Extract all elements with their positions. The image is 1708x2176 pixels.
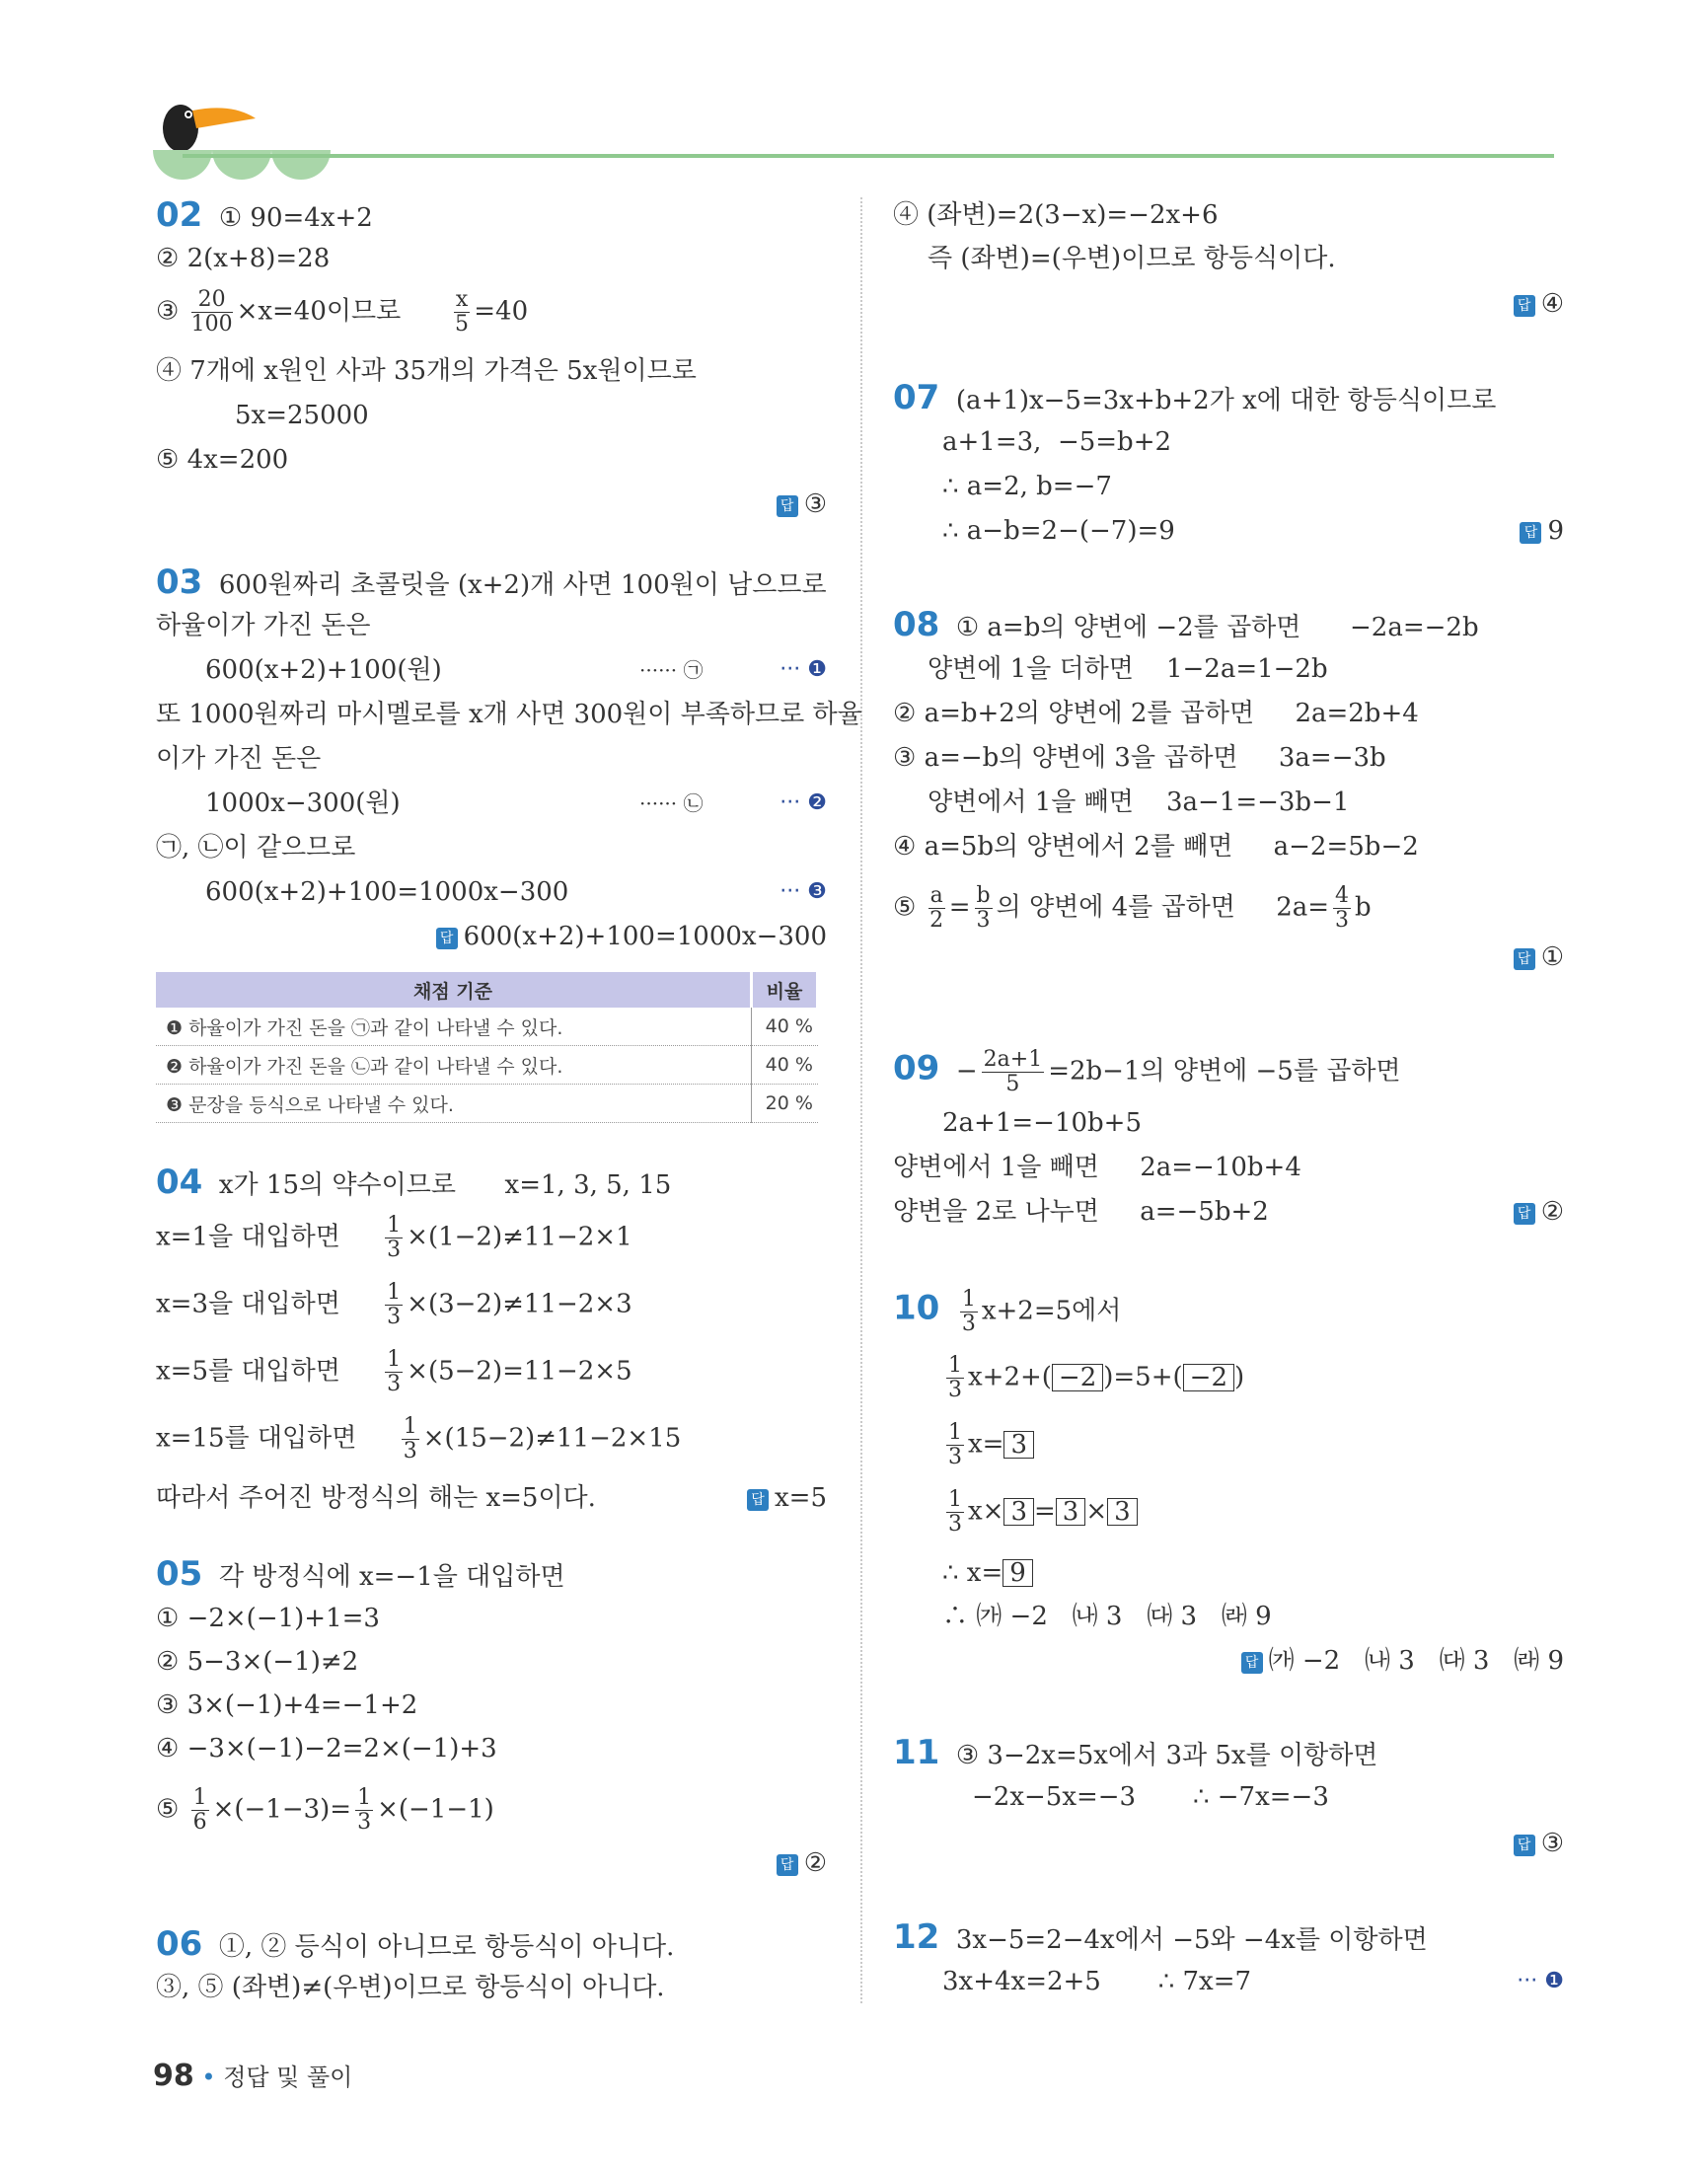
answer-text: ③ xyxy=(803,489,827,519)
problem-number: 04 xyxy=(156,1163,203,1202)
problem-03-line xyxy=(156,564,827,603)
text: 의 양변에 4를 곱하면 xyxy=(996,892,1235,923)
problem-04-line xyxy=(156,1164,671,1203)
footer-title: 정답 및 풀이 xyxy=(223,2063,353,2091)
problem-03-line: ㉠, ㉡이 같으므로 xyxy=(156,833,356,863)
fraction xyxy=(191,288,233,337)
answer-04 xyxy=(747,1480,827,1516)
problem-12-line xyxy=(893,1919,1428,1958)
answer-text: ① xyxy=(1540,942,1564,972)
answer-text: ③ xyxy=(1540,1829,1564,1858)
problem-05-line xyxy=(156,1556,565,1595)
text: 3a=−3b xyxy=(1278,743,1386,773)
numerator: 1 xyxy=(387,1213,402,1238)
footer-separator: • xyxy=(201,2063,216,2091)
problem-09-line xyxy=(893,1194,1269,1230)
fraction xyxy=(191,1786,209,1835)
text: b xyxy=(1355,892,1372,923)
denominator: 100 xyxy=(190,312,233,337)
text: 양변에서 1을 빼면 xyxy=(928,788,1134,817)
text: ①, ② 등식이 아니므로 항등식이 아니다. xyxy=(218,1932,675,1962)
problem-09-line xyxy=(893,1048,1401,1096)
text: x+2=5에서 xyxy=(981,1296,1122,1326)
fraction xyxy=(1333,884,1351,933)
fraction xyxy=(355,1786,373,1835)
problem-04-line xyxy=(156,1214,632,1262)
problem-06-line: ③, ⑤ (좌변)≠(우변)이므로 항등식이 아니다. xyxy=(156,1973,665,2002)
problem-12-line: 3x+4x=2+5 ∴ 7x=7 xyxy=(942,1967,1252,1996)
numerator: 20 xyxy=(191,288,233,313)
problem-08-line xyxy=(928,785,1349,820)
numerator: 1 xyxy=(387,1280,402,1305)
problem-number: 02 xyxy=(156,195,203,235)
answer-mark: 답 xyxy=(747,1489,769,1511)
text: ② a=b+2의 양변에 2를 곱하면 xyxy=(893,699,1255,728)
problem-10-line xyxy=(942,1488,1138,1537)
grading-table xyxy=(156,972,819,1123)
numerator: 1 xyxy=(403,1414,417,1439)
answer-10 xyxy=(1241,1643,1564,1679)
problem-05-line: ④ −3×(−1)−2=2×(−1)+3 xyxy=(156,1734,497,1763)
answer-mark: 답 xyxy=(1514,1203,1535,1225)
answer-text: 9 xyxy=(1547,516,1564,546)
problem-07-line: ∴ a=2, b=−7 xyxy=(942,472,1112,501)
answer-mark: 답 xyxy=(1514,295,1535,317)
denominator: 3 xyxy=(387,1372,402,1396)
problem-06-line: 즉 (좌변)=(우변)이므로 항등식이다. xyxy=(928,244,1336,273)
answer-text: ② xyxy=(1540,1197,1564,1227)
text: 1−2a=1−2b xyxy=(1165,654,1328,684)
answer-text: 600(x+2)+100=1000x−300 xyxy=(463,922,827,951)
numerator: 4 xyxy=(1335,883,1350,908)
denominator: 6 xyxy=(192,1810,207,1835)
answer-text: ② xyxy=(803,1848,827,1878)
text: = xyxy=(1034,1496,1056,1527)
text: =40 xyxy=(474,296,529,327)
denominator: 3 xyxy=(387,1238,402,1262)
problem-09-line xyxy=(893,1150,1301,1185)
text: 2a=−10b+4 xyxy=(1140,1153,1301,1182)
text: ×(3−2)≠11−2×3 xyxy=(407,1289,632,1319)
problem-10-line xyxy=(942,1421,1034,1469)
text: ⑤ xyxy=(893,892,917,923)
marker: ······ ㉠ xyxy=(639,658,704,682)
answer-03 xyxy=(436,919,827,954)
problem-08-line xyxy=(928,651,1328,687)
text: 각 방정식에 x=−1을 대입하면 xyxy=(218,1562,565,1592)
answer-mark: 답 xyxy=(777,1854,798,1876)
problem-06-line xyxy=(156,1926,674,1965)
numerator: 1 xyxy=(961,1287,976,1312)
text: 2a= xyxy=(1276,892,1330,923)
page-number: 98 xyxy=(153,2059,194,2093)
problem-08-line xyxy=(893,696,1419,731)
marker: ······ ㉡ xyxy=(639,791,704,815)
text: a=−5b+2 xyxy=(1140,1197,1269,1227)
fraction xyxy=(946,1421,964,1469)
numerator: 2a+1 xyxy=(983,1047,1043,1072)
problem-06-line: ④ (좌변)=2(3−x)=−2x+6 xyxy=(893,200,1219,230)
text: ×(−1−3)= xyxy=(212,1794,352,1825)
step-marker: ··· ❷ xyxy=(780,790,827,815)
text: ③ xyxy=(156,296,180,327)
text: ×(15−2)≠11−2×15 xyxy=(422,1423,682,1454)
problem-04-line xyxy=(156,1415,681,1463)
text: x× xyxy=(968,1496,1004,1527)
problem-number: 09 xyxy=(893,1048,940,1088)
text: = xyxy=(948,892,971,923)
text: x=5를 대입하면 xyxy=(156,1356,340,1387)
answer-mark: 답 xyxy=(1520,522,1541,544)
denominator: 3 xyxy=(948,1445,962,1469)
problem-08-line xyxy=(893,829,1419,864)
fraction xyxy=(946,1488,964,1537)
column-divider xyxy=(860,197,862,2003)
denominator: 3 xyxy=(1335,908,1350,933)
answer-mark: 답 xyxy=(436,928,458,949)
numerator: 1 xyxy=(387,1347,402,1372)
fraction xyxy=(402,1415,419,1463)
problem-number: 08 xyxy=(893,605,940,644)
problem-03-line: 하율이가 가진 돈은 xyxy=(156,611,371,640)
fraction xyxy=(385,1281,403,1329)
denominator: 3 xyxy=(403,1439,417,1463)
problem-07-line xyxy=(893,380,1496,418)
answer-09 xyxy=(1514,1194,1564,1230)
problem-11-line: −2x−5x=−3 ∴ −7x=−3 xyxy=(972,1782,1329,1812)
problem-number: 07 xyxy=(893,378,940,417)
numerator: 1 xyxy=(948,1420,962,1445)
problem-07-line: ∴ a−b=2−(−7)=9 xyxy=(942,516,1175,546)
text: ③ 3−2x=5x에서 3과 5x를 이항하면 xyxy=(955,1741,1378,1770)
step-marker: ··· ❶ xyxy=(1517,1969,1564,1993)
denominator: 5 xyxy=(1005,1072,1020,1096)
fraction xyxy=(975,884,993,933)
problem-08-line xyxy=(893,884,1372,933)
text: ×(1−2)≠11−2×1 xyxy=(407,1222,632,1252)
problem-03-line: 600(x+2)+100=1000x−300 xyxy=(205,877,569,907)
denominator: 3 xyxy=(357,1810,372,1835)
blank-box: 3 xyxy=(1003,1498,1034,1526)
answer-mark: 답 xyxy=(1514,1835,1535,1856)
text: 3x−5=2−4x에서 −5와 −4x를 이항하면 xyxy=(955,1925,1428,1955)
denominator: 3 xyxy=(948,1512,962,1537)
fraction xyxy=(946,1354,964,1402)
answer-text: ④ xyxy=(1540,289,1564,319)
text: )=5+( xyxy=(1103,1362,1183,1392)
grading-header-criteria: 채점 기준 xyxy=(156,972,752,1008)
text: 2a=2b+4 xyxy=(1295,699,1419,728)
problem-02-line: 5x=25000 xyxy=(235,401,369,430)
table-row xyxy=(156,1085,818,1123)
answer-06 xyxy=(1514,286,1564,322)
problem-11-line xyxy=(893,1735,1377,1773)
text: x+2+( xyxy=(968,1362,1052,1392)
text: ×(5−2)=11−2×5 xyxy=(407,1356,632,1387)
text: x가 15의 약수이므로 xyxy=(218,1170,456,1200)
text: 양변을 2로 나누면 xyxy=(893,1197,1099,1227)
text: −2a=−2b xyxy=(1350,613,1479,642)
grading-criterion: ❶ 하율이가 가진 돈을 ㉠과 같이 나타낼 수 있다. xyxy=(156,1008,752,1046)
text: ×x=40이므로 xyxy=(236,296,402,327)
problem-08-line xyxy=(893,740,1386,776)
text: x=1, 3, 5, 15 xyxy=(504,1170,672,1200)
grading-ratio: 20 % xyxy=(752,1085,818,1123)
text: (a+1)x−5=3x+b+2가 x에 대한 항등식이므로 xyxy=(955,386,1497,415)
text: − xyxy=(955,1056,978,1087)
denominator: 3 xyxy=(948,1378,962,1402)
grading-criterion: ❷ 하율이가 가진 돈을 ㉡과 같이 나타낼 수 있다. xyxy=(156,1046,752,1085)
blank-box: 3 xyxy=(1107,1498,1138,1526)
problem-number: 05 xyxy=(156,1554,203,1594)
text: ④ a=5b의 양변에서 2를 빼면 xyxy=(893,832,1233,862)
problem-04-line xyxy=(156,1348,632,1396)
problem-03-line: 1000x−300(원) xyxy=(205,788,401,818)
problem-number: 03 xyxy=(156,563,203,602)
denominator: 5 xyxy=(455,312,470,337)
answer-mark: 답 xyxy=(777,495,798,517)
numerator: 1 xyxy=(357,1785,372,1810)
problem-05-line: ② 5−3×(−1)≠2 xyxy=(156,1647,359,1677)
fraction xyxy=(928,884,945,933)
numerator: x xyxy=(455,287,469,312)
problem-02-line xyxy=(156,288,528,337)
blank-box: −2 xyxy=(1052,1364,1103,1391)
text: 600원짜리 초콜릿을 (x+2)개 사면 100원이 남으므로 xyxy=(218,570,827,600)
problem-number: 06 xyxy=(156,1924,203,1964)
fraction xyxy=(960,1288,978,1336)
grading-ratio: 40 % xyxy=(752,1046,818,1085)
text: 양변에서 1을 빼면 xyxy=(893,1153,1099,1182)
problem-03-line: 600(x+2)+100(원) xyxy=(205,655,442,685)
answer-mark: 답 xyxy=(1241,1652,1263,1674)
denominator: 2 xyxy=(929,908,944,933)
numerator: b xyxy=(976,883,991,908)
numerator: 1 xyxy=(948,1353,962,1378)
fraction xyxy=(454,288,470,337)
problem-07-line: a+1=3, −5=b+2 xyxy=(942,427,1172,457)
problem-02-line: ② 2(x+8)=28 xyxy=(156,244,331,273)
problem-10-line xyxy=(893,1288,1121,1336)
text: 양변에 1을 더하면 xyxy=(928,654,1134,684)
step-marker: ··· ❶ xyxy=(780,657,827,682)
table-row xyxy=(156,1008,818,1046)
answer-mark: 답 xyxy=(1514,948,1535,970)
problem-08-line xyxy=(893,607,1479,645)
answer-05 xyxy=(777,1845,827,1881)
text: ×(−1−1) xyxy=(377,1794,494,1825)
numerator: 1 xyxy=(192,1785,207,1810)
page-footer xyxy=(153,2058,352,2093)
fraction xyxy=(385,1214,403,1262)
problem-10-line xyxy=(942,1555,1033,1591)
text: x= xyxy=(968,1429,1004,1460)
blank-box: −2 xyxy=(1183,1364,1234,1391)
text: ① a=b의 양변에 −2를 곱하면 xyxy=(955,613,1301,642)
problem-number: 12 xyxy=(893,1917,940,1957)
text: =2b−1의 양변에 −5를 곱하면 xyxy=(1048,1056,1401,1087)
denominator: 3 xyxy=(387,1305,402,1329)
problem-number: 10 xyxy=(893,1288,940,1328)
text: × xyxy=(1085,1496,1108,1527)
page-header xyxy=(153,89,1554,178)
grading-header-ratio: 비율 xyxy=(752,972,818,1008)
numerator: a xyxy=(929,883,943,908)
text: a−2=5b−2 xyxy=(1273,832,1419,862)
numerator: 1 xyxy=(948,1487,962,1512)
denominator: 3 xyxy=(961,1312,976,1336)
text: x=3을 대입하면 xyxy=(156,1289,340,1319)
fraction xyxy=(982,1048,1045,1096)
problem-04-line: 따라서 주어진 방정식의 해는 x=5이다. xyxy=(156,1483,596,1513)
problem-03-line: 이가 가진 돈은 xyxy=(156,744,322,774)
fraction xyxy=(385,1348,403,1396)
text: x=1을 대입하면 xyxy=(156,1222,340,1252)
blank-box: 3 xyxy=(1056,1498,1086,1526)
text: 3a−1=−3b−1 xyxy=(1165,788,1350,817)
problem-05-line: ① −2×(−1)+1=3 xyxy=(156,1604,380,1633)
answer-07 xyxy=(1520,513,1564,549)
text: ⑤ xyxy=(156,1794,180,1825)
answer-11 xyxy=(1514,1826,1564,1861)
text: x=15를 대입하면 xyxy=(156,1423,357,1454)
text: ① 90=4x+2 xyxy=(218,203,373,233)
answer-text: ㈎ −2 ㈏ 3 ㈐ 3 ㈑ 9 xyxy=(1268,1646,1564,1676)
problem-02-line xyxy=(156,197,373,236)
blank-box: 9 xyxy=(1003,1559,1033,1587)
problem-09-line: 2a+1=−10b+5 xyxy=(942,1108,1142,1138)
problem-number: 11 xyxy=(893,1733,940,1772)
text: ∴ x= xyxy=(942,1558,1003,1588)
step-marker: ··· ❸ xyxy=(780,879,827,904)
problem-05-line: ③ 3×(−1)+4=−1+2 xyxy=(156,1690,418,1720)
blank-box: 3 xyxy=(1003,1431,1034,1459)
problem-02-line: ⑤ 4x=200 xyxy=(156,445,289,475)
problem-04-line xyxy=(156,1281,632,1329)
denominator: 3 xyxy=(976,908,991,933)
answer-08 xyxy=(1514,939,1564,975)
text: ) xyxy=(1233,1362,1245,1392)
problem-05-line xyxy=(156,1786,494,1835)
answer-02 xyxy=(777,487,827,522)
grading-ratio: 40 % xyxy=(752,1008,818,1046)
problem-03-line: 또 1000원짜리 마시멜로를 x개 사면 300원이 부족하므로 하율 xyxy=(156,700,862,729)
text: ③ a=−b의 양변에 3을 곱하면 xyxy=(893,743,1238,773)
problem-10-line xyxy=(942,1354,1244,1402)
table-row xyxy=(156,1046,818,1085)
problem-10-line: ∴ ㈎ −2 ㈏ 3 ㈐ 3 ㈑ 9 xyxy=(942,1602,1272,1631)
grading-criterion: ❸ 문장을 등식으로 나타낼 수 있다. xyxy=(156,1085,752,1123)
answer-text: x=5 xyxy=(775,1483,827,1513)
problem-02-line: ④ 7개에 x원인 사과 35개의 가격은 5x원이므로 xyxy=(156,356,697,386)
header-rule xyxy=(183,154,1554,158)
